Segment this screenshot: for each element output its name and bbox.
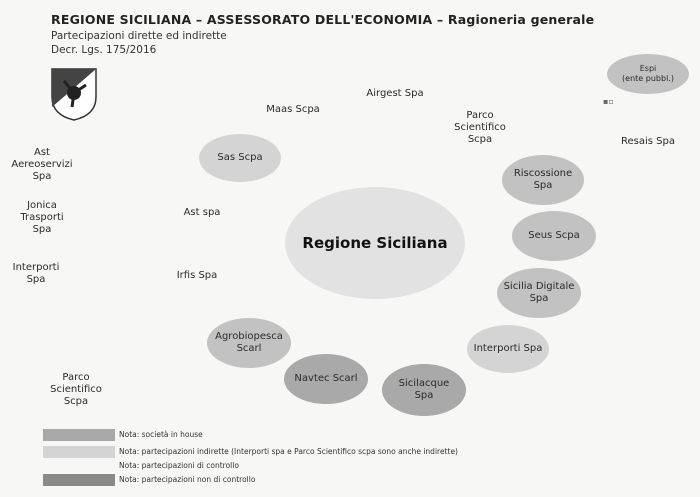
node-resais: Resais Spa [621, 136, 675, 147]
center-regione-siciliana [285, 187, 465, 299]
node-seus-label: Seus Scpa [528, 230, 580, 241]
legend-row-non-control [43, 474, 543, 486]
node-espi [607, 54, 689, 94]
page-subtitle: Partecipazioni dirette ed indirette [51, 30, 227, 42]
node-sas [199, 134, 281, 182]
legend-swatch-indirect [43, 446, 115, 458]
center-label: Regione Siciliana [302, 234, 448, 252]
node-agrobiopesca [207, 318, 291, 368]
node-parco-scientifico-2: Parco Scientifico Scpa [50, 372, 102, 407]
node-sicilacque-label: Sicilacque Spa [398, 378, 450, 401]
node-navtec-label: Navtec Scarl [294, 373, 358, 384]
node-ast-aereoservizi: Ast Aereoservizi Spa [11, 147, 73, 182]
node-sicilia-digitale-label: Sicilia Digitale Spa [503, 281, 575, 304]
node-irfis: Irfis Spa [176, 270, 218, 281]
node-agrobiopesca-label: Agrobiopesca Scarl [215, 331, 283, 354]
legend-text-indirect: Nota: partecipazioni indirette (Interporti spa e Parco Scientifico scpa sono anche indirette) [119, 447, 458, 456]
node-riscossione-label: Riscossione Spa [513, 168, 573, 191]
legend-text-control: Nota: partecipazioni di controllo [119, 461, 239, 470]
node-parco-scientifico-1: Parco Scientifico Scpa [454, 110, 506, 145]
node-interporti-indirect: Interporti Spa [12, 262, 60, 285]
legend-swatch-non-control [43, 474, 115, 486]
legend-row-control [43, 460, 543, 472]
legend-row-in-house [43, 429, 543, 441]
node-interporti-spa [467, 325, 549, 373]
node-sicilacque [382, 364, 466, 416]
page-title: REGIONE SICILIANA – ASSESSORATO DELL'ECONOMIA – Ragioneria generale [51, 12, 595, 27]
decree-reference: Decr. Lgs. 175/2016 [51, 44, 157, 56]
legend-text-non-control: Nota: partecipazioni non di controllo [119, 475, 256, 484]
region-crest-icon [50, 67, 98, 122]
legend-swatch-in-house [43, 429, 115, 441]
node-sas-label: Sas Scpa [217, 152, 263, 163]
legend-swatch-control [43, 460, 115, 472]
node-navtec [284, 354, 368, 404]
stray-mark: ▪▫ [603, 97, 614, 106]
node-espi-label: Espi (ente pubbl.) [622, 64, 674, 83]
node-sicilia-digitale [497, 268, 581, 318]
node-interporti-spa-label: Interporti Spa [473, 343, 543, 354]
legend-text-in-house: Nota: società in house [119, 430, 203, 439]
node-seus [512, 211, 596, 261]
node-ast-spa: Ast spa [183, 207, 221, 218]
node-jonica-trasporti: Jonica Trasporti Spa [20, 200, 64, 235]
node-riscossione [502, 155, 584, 205]
legend-row-indirect [43, 446, 543, 458]
node-maas: Maas Scpa [266, 104, 320, 115]
node-airgest: Airgest Spa [366, 88, 424, 99]
